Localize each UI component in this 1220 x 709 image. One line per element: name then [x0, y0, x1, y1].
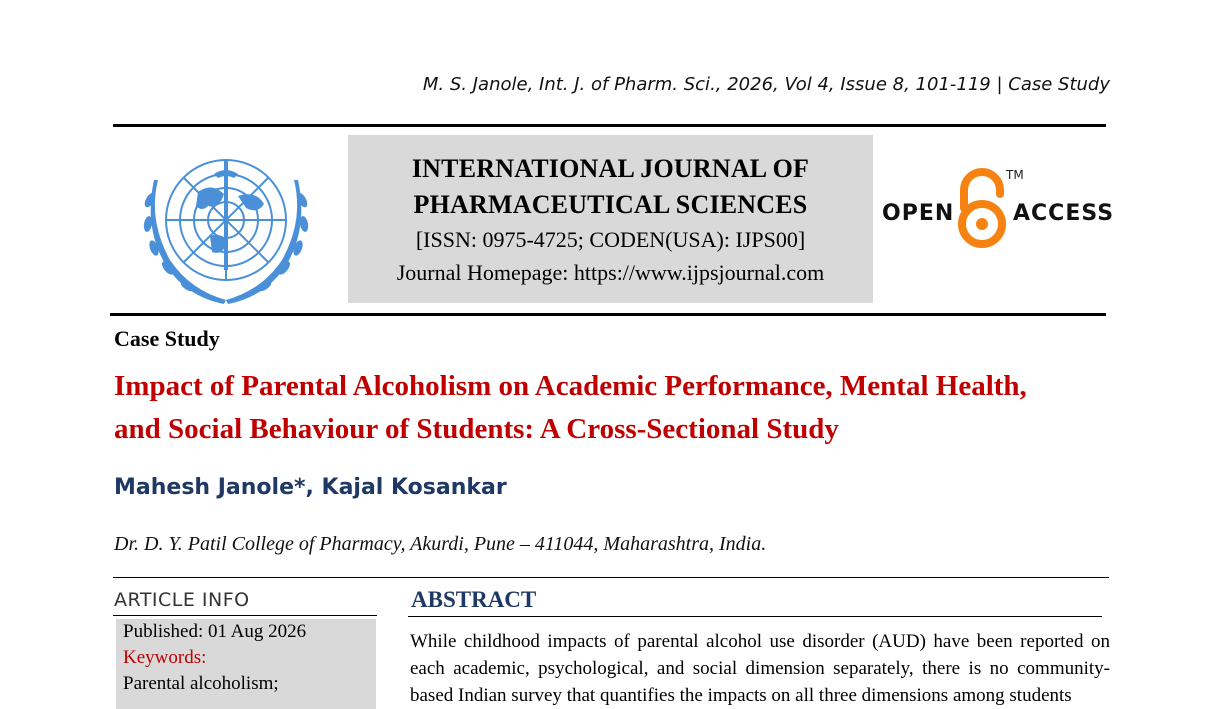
journal-homepage[interactable]: Journal Homepage: https://www.ijpsjournal.com — [396, 260, 825, 285]
article-type-label: Case Study — [114, 326, 220, 351]
open-access-logo — [878, 168, 1115, 250]
abstract-heading: ABSTRACT — [411, 587, 537, 612]
journal-title-line1: INTERNATIONAL JOURNAL OF — [411, 154, 810, 183]
article-info-heading: ARTICLE INFO — [114, 589, 250, 611]
journal-title-line2: PHARMACEUTICAL SCIENCES — [413, 190, 808, 219]
article-info-box — [116, 619, 376, 709]
journal-issn: [ISSN: 0975-4725; CODEN(USA): IJPS00] — [415, 227, 806, 252]
open-access-tm: TM — [1006, 168, 1024, 182]
author-affiliation: Dr. D. Y. Patil College of Pharmacy, Akurdi, Pune – 411044, Maharashtra, India. — [114, 533, 767, 555]
running-header-citation: M. S. Janole, Int. J. of Pharm. Sci., 2026, Vol 4, Issue 8, 101-119 | Case Study — [422, 74, 1110, 95]
abstract-rule — [408, 616, 1102, 617]
header-rule-bottom — [110, 313, 1106, 316]
abstract-text: While childhood impacts of parental alcohol use disorder (AUD) have been reported on each academic, psychological, and social dimension separately, there is no community-based Indian survey that quantifies the impacts on all three dimensions among students — [410, 631, 1110, 706]
journal-masthead-box — [348, 135, 873, 303]
published-date: Published: 01 Aug 2026 — [123, 621, 307, 642]
open-access-open-text: OPEN — [882, 201, 955, 226]
section-divider — [113, 577, 1109, 578]
paper-title: Impact of Parental Alcoholism on Academic Performance, Mental Health, and Social Behaviour of Students: A Cross-Sectional Study — [114, 370, 1027, 445]
un-emblem-logo — [128, 140, 324, 306]
keywords-label: Keywords: — [123, 647, 207, 668]
article-info-rule — [113, 615, 377, 616]
header-rule-top — [113, 124, 1106, 127]
open-lock-icon — [954, 168, 1010, 250]
keyword-item: Parental alcoholism; — [123, 673, 279, 694]
author-list: Mahesh Janole*, Kajal Kosankar — [114, 475, 507, 500]
open-access-access-text: ACCESS — [1013, 201, 1115, 226]
journal-title — [348, 151, 873, 223]
